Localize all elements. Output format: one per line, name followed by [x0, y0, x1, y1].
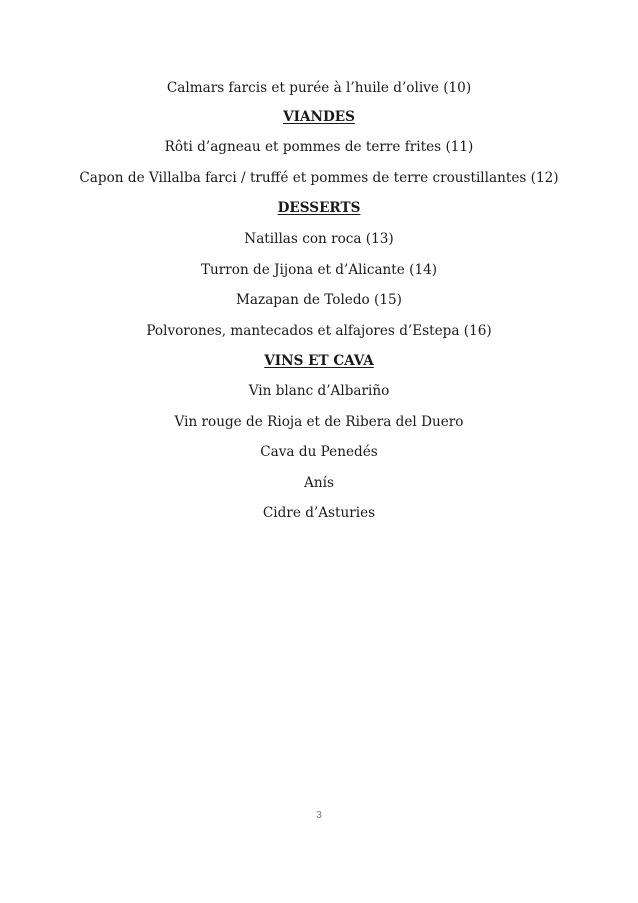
section-heading-desserts: DESSERTS: [277, 200, 361, 216]
page-number: 3: [316, 810, 322, 821]
menu-item-cava: Cava du Penedés: [260, 444, 378, 460]
menu-item-roti-agneau: Rôti d’agneau et pommes de terre frites (11): [164, 139, 474, 155]
menu-item-cidre: Cidre d’Asturies: [262, 505, 376, 521]
menu-item-capon-villalba: Capon de Villalba farci / truffé et pommes de terre croustillantes (12): [79, 170, 559, 186]
menu-item-vin-blanc: Vin blanc d’Albariño: [248, 383, 390, 399]
menu-item-polvorones: Polvorones, mantecados et alfajores d’Estepa (16): [146, 323, 492, 339]
menu-item-mazapan: Mazapan de Toledo (15): [236, 292, 402, 308]
menu-item-turron: Turron de Jijona et d’Alicante (14): [200, 262, 438, 278]
menu-item-natillas: Natillas con roca (13): [244, 231, 394, 247]
menu-item-vin-rouge: Vin rouge de Rioja et de Ribera del Duero: [174, 414, 464, 430]
section-heading-vins-cava: VINS ET CAVA: [264, 353, 374, 369]
menu-item-calmars: Calmars farcis et purée à l’huile d’olive (10): [166, 80, 472, 96]
section-heading-viandes: VIANDES: [283, 109, 355, 125]
menu-item-anis: Anís: [304, 475, 334, 491]
